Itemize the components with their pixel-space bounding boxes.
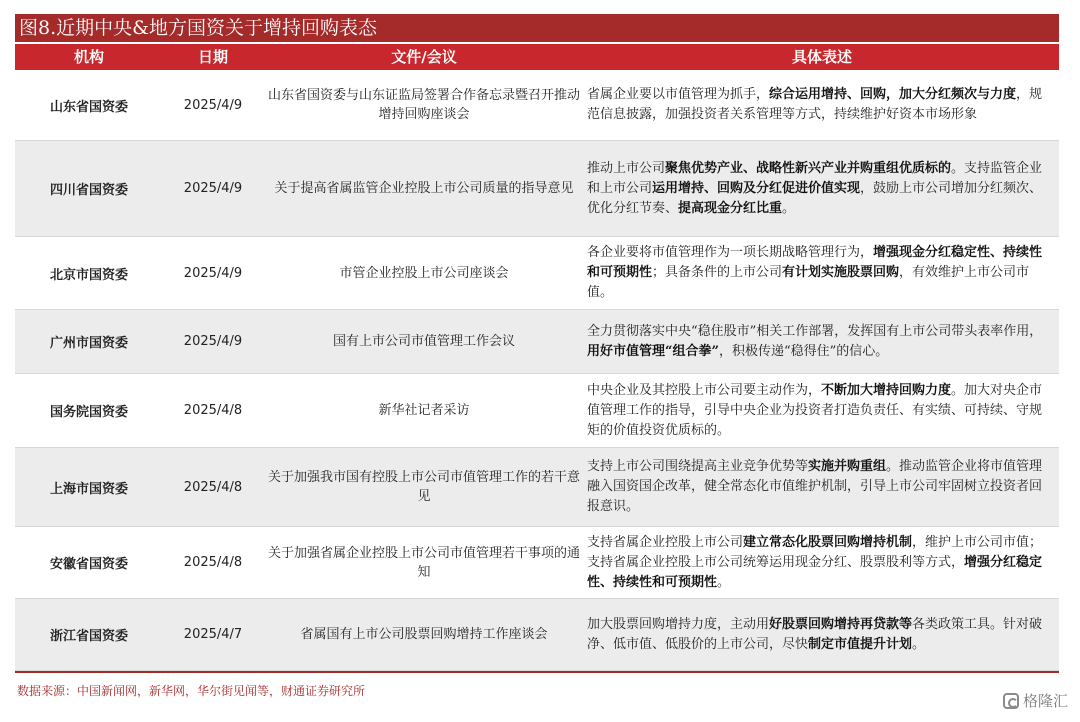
date-cell: 2025/4/8 <box>183 555 243 570</box>
header-doc: 文件/会议 <box>391 48 457 66</box>
desc-cell <box>585 599 1059 670</box>
doc-cell: 关于加强我市国有控股上市公司市值管理工作的若干意见 <box>267 470 580 504</box>
figure-title: 图8.近期中央&地方国资关于增持回购表态 <box>15 14 1059 42</box>
org-cell: 安徽省国资委 <box>49 557 128 572</box>
desc-emphasis: 增强现金分红稳定性、持续性和可预期性 <box>587 245 1043 280</box>
desc-segment: 支持上市公司围绕提高主业竞争优势等 <box>587 459 809 474</box>
table-row <box>15 448 1059 527</box>
desc-segment: ，维护上市公司市值；支持省属企业控股上市公司统筹运用现金分红、股票股利等方式， <box>587 534 1043 570</box>
desc-emphasis: 有计划实施股票回购 <box>782 265 900 280</box>
watermark-logo-icon <box>1003 693 1019 709</box>
date-cell: 2025/4/9 <box>183 181 243 196</box>
table-header <box>15 44 1059 70</box>
doc-cell: 山东省国资委与山东证监局签署合作备忘录暨召开推动增持回购座谈会 <box>267 88 580 122</box>
desc-segment: 加大股票回购增持力度，主动用 <box>587 616 770 632</box>
desc-segment: 。推动监管企业将市值管理融入国资国企改革，健全常态化市值维护机制，引导上市公司牢固树立投资者回报意识。 <box>587 459 1043 514</box>
desc-segment: ，规范信息披露，加强投资者关系管理等方式，持续维护好资本市场形象 <box>587 87 1043 122</box>
doc-cell: 国有上市公司市值管理工作会议 <box>332 334 515 349</box>
desc-emphasis: 不断加大增持回购力度 <box>821 382 952 398</box>
table-row <box>15 141 1059 237</box>
desc-segment: 。支持监管企业和上市公司 <box>587 160 1043 196</box>
desc-segment: 省属企业要以市值管理为抓手， <box>587 87 770 102</box>
desc-segment: 。 <box>912 636 926 652</box>
desc-segment: 推动上市公司 <box>587 160 666 176</box>
desc-cell <box>585 527 1059 598</box>
watermark <box>1003 690 1068 711</box>
source-note: 数据来源：中国新闻网，新华网，华尔街见闻等，财通证券研究所 <box>17 684 366 698</box>
doc-cell: 关于提高省属监管企业控股上市公司质量的指导意见 <box>274 181 574 196</box>
desc-segment: 中央企业及其控股上市公司要主动作为， <box>587 382 822 398</box>
org-cell: 山东省国资委 <box>49 99 128 115</box>
date-cell: 2025/4/7 <box>183 627 243 642</box>
desc-segment: 。加大对央企市值管理工作的指导，引导中央企业为投资者打造负责任、有实绩、可持续、守规矩的价值投资优质标的。 <box>587 382 1043 438</box>
desc-emphasis: 实施并购重组 <box>808 459 887 474</box>
org-cell: 广州市国资委 <box>49 336 128 351</box>
header-org: 机构 <box>73 48 104 66</box>
desc-emphasis: 增强分红稳定性、持续性和可预期性 <box>587 554 1043 590</box>
desc-segment: 各企业要将市值管理作为一项长期战略管理行为， <box>587 245 874 260</box>
date-cell: 2025/4/8 <box>183 403 243 418</box>
desc-emphasis: 聚焦优势产业、战略性新兴产业并购重组优质标的 <box>665 160 952 176</box>
doc-cell: 市管企业控股上市公司座谈会 <box>339 265 509 281</box>
doc-cell: 新华社记者采访 <box>378 403 470 418</box>
desc-emphasis: 制定市值提升计划 <box>808 636 913 652</box>
org-cell: 北京市国资委 <box>49 267 128 283</box>
table-row <box>15 70 1059 141</box>
desc-segment: 。 <box>782 200 796 216</box>
desc-emphasis: 好股票回购增持再贷款等 <box>769 616 913 632</box>
date-cell: 2025/4/9 <box>183 97 243 113</box>
date-cell: 2025/4/8 <box>183 479 243 495</box>
header-desc: 具体表述 <box>791 48 852 66</box>
desc-emphasis: 提高现金分红比重 <box>678 200 783 216</box>
org-cell: 浙江省国资委 <box>49 629 128 644</box>
table-row <box>15 310 1059 374</box>
table-row <box>15 599 1059 671</box>
desc-cell <box>585 141 1059 236</box>
desc-segment: 支持省属企业控股上市公司 <box>587 534 744 550</box>
org-cell: 上海市国资委 <box>49 481 128 497</box>
org-cell: 国务院国资委 <box>49 405 128 420</box>
desc-cell <box>585 70 1059 140</box>
table-row <box>15 237 1059 310</box>
desc-segment: ，鼓励上市公司增加分红频次、优化分红节奏、 <box>587 180 1043 216</box>
doc-cell: 省属国有上市公司股票回购增持工作座谈会 <box>300 627 548 642</box>
desc-cell <box>585 237 1059 309</box>
desc-segment: 。 <box>717 574 731 590</box>
header-date: 日期 <box>197 48 228 66</box>
desc-segment: 全力贯彻落实中央“稳住股市”相关工作部署，发挥国有上市公司带头表率作用， <box>587 323 1043 339</box>
table-row <box>15 374 1059 448</box>
desc-emphasis: 运用增持、回购及分红促进价值实现 <box>652 180 861 196</box>
watermark-text: 格隆汇 <box>1022 692 1068 710</box>
desc-cell <box>585 374 1059 447</box>
desc-emphasis: 综合运用增持、回购，加大分红频次与力度 <box>769 87 1017 102</box>
date-cell: 2025/4/9 <box>183 265 243 281</box>
desc-segment: 各类政策工具。针对破净、低市值、低股价的上市公司，尽快 <box>587 616 1043 652</box>
desc-cell <box>585 448 1059 526</box>
desc-emphasis: 用好市值管理“组合拳” <box>587 343 719 359</box>
bottom-rule <box>15 671 1059 673</box>
table-body <box>15 70 1059 671</box>
date-cell: 2025/4/9 <box>183 334 243 349</box>
desc-segment: ；具备条件的上市公司 <box>652 265 783 280</box>
org-cell: 四川省国资委 <box>49 183 128 198</box>
desc-segment: ，积极传递“稳得住”的信心。 <box>718 343 889 359</box>
desc-cell <box>585 310 1059 373</box>
table-row <box>15 527 1059 599</box>
desc-emphasis: 建立常态化股票回购增持机制 <box>743 534 913 550</box>
desc-segment: ，有效维护上市公司市值。 <box>587 265 1030 300</box>
doc-cell: 关于加强省属企业控股上市公司市值管理若干事项的通知 <box>267 545 580 580</box>
